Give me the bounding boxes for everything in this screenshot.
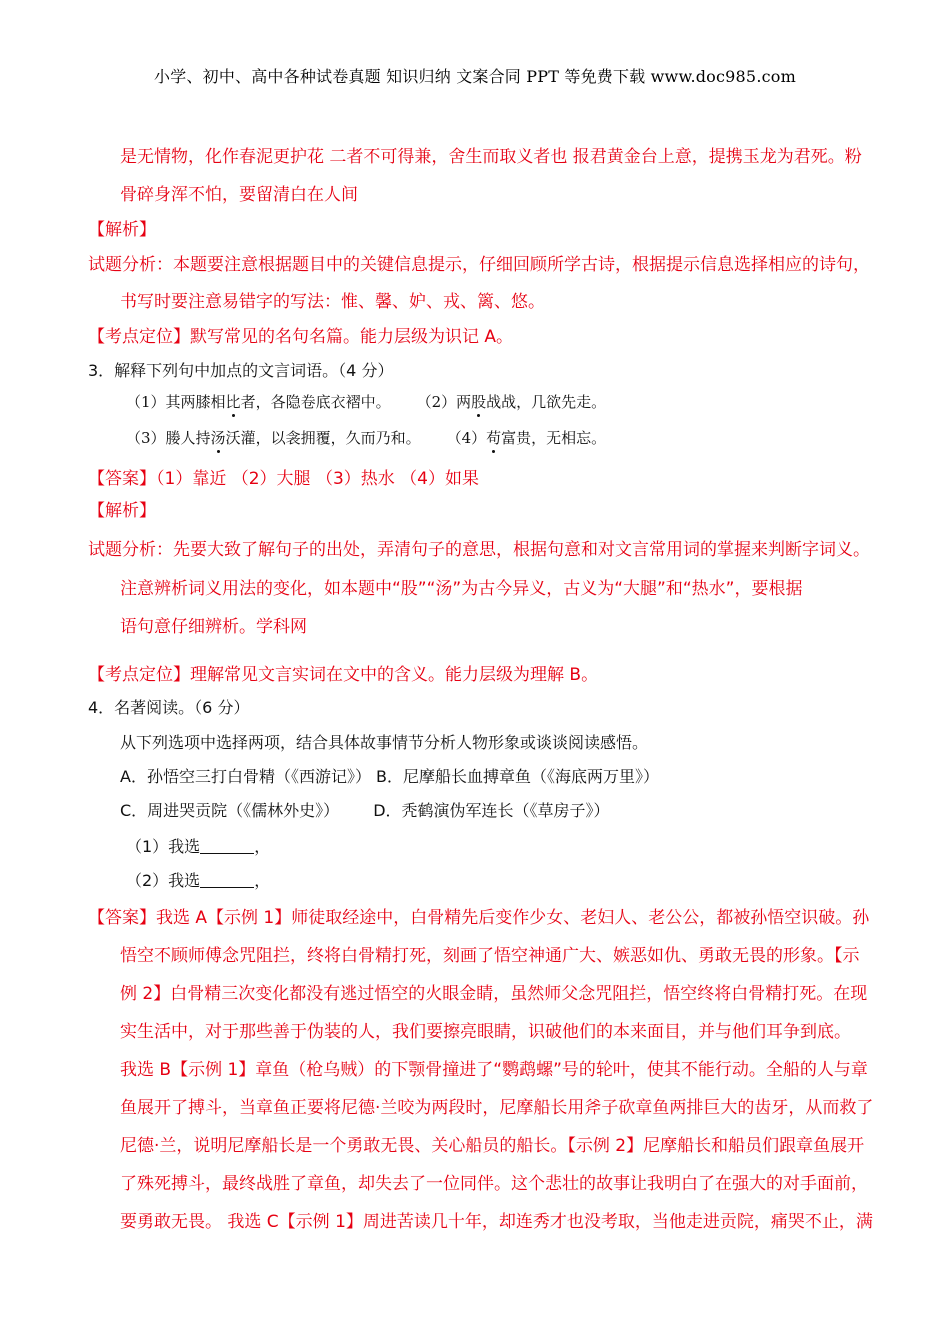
q4-answer-line-5: 我选 B【示例 1】章鱼（枪乌贼）的下颚骨撞进了“鹦鹉螺”号的轮叶，使其不能行动。全船的人与章 xyxy=(120,1060,868,1080)
q3-items-row-1 xyxy=(126,391,606,412)
q3-analysis-line-1: 试题分析：先要大致了解句子的出处，弄清句子的意思，根据句意和对文言常用词的掌握来判断字词义。 xyxy=(88,540,870,560)
q2-analysis-line-1: 试题分析：本题要注意根据题目中的关键信息提示，仔细回顾所学古诗，根据提示信息选择相应的诗句， xyxy=(88,255,870,275)
q3-items-row-2 xyxy=(126,427,606,448)
q4-answer-line-2: 悟空不顾师傅念咒阻拦，终将白骨精打死，刻画了悟空神通广大、嫉恶如仇、勇敢无畏的形象。【示 xyxy=(120,946,860,966)
q4-answer-line-6: 鱼展开了搏斗，当章鱼正要将尼德·兰咬为两段时，尼摩船长用斧子砍章鱼两排巨大的齿牙，从而救了 xyxy=(120,1098,874,1118)
q4-option-d: D．秃鹤演伪军连长（《草房子》） xyxy=(373,801,610,820)
q3-title: 3．解释下列句中加点的文言词语。（4 分） xyxy=(88,361,394,380)
q4-choose-2: （2）我选 ， xyxy=(126,871,271,890)
q4-choose-2-blank xyxy=(200,886,254,888)
q3-item-2: （2）两股战战，几欲先走。 xyxy=(416,393,607,411)
q4-answer-line-1: 【答案】我选 A【示例 1】师徒取经途中，白骨精先后变作少女、老妇人、老公公，都被孙悟空识破。孙 xyxy=(88,908,870,928)
q2-answer-line-2: 骨碎身浑不怕，要留清白在人间 xyxy=(120,185,358,205)
q4-answer-line-8: 了殊死搏斗，最终战胜了章鱼，却失去了一位同伴。这个悲壮的故事让我明白了在强大的对手面前， xyxy=(120,1174,868,1194)
q4-choose-1: （1）我选 ， xyxy=(126,837,271,856)
q3-item-2-dotted-word: 股 xyxy=(471,393,487,411)
q4-options-ab: A．孙悟空三打白骨精（《西游记》） B．尼摩船长血搏章鱼（《海底两万里》） xyxy=(120,767,660,786)
q3-item-3-dotted-word: 汤 xyxy=(210,429,226,447)
q3-answer: 【答案】（1）靠近 （2）大腿 （3）热水 （4）如果 xyxy=(88,469,479,489)
q4-option-c: C．周进哭贡院（《儒林外史》） xyxy=(120,801,340,820)
q4-title: 4．名著阅读。（6 分） xyxy=(88,698,250,717)
page-header: 小学、初中、高中各种试卷真题 知识归纳 文案合同 PPT 等免费下载 www.doc985.com xyxy=(154,67,796,86)
q4-options-cd xyxy=(120,798,610,821)
q3-item-3: （3）媵人持汤沃灌，以衾拥覆，久而乃和。 xyxy=(126,429,421,447)
q3-kaodian: 【考点定位】理解常见文言实词在文中的含义。能力层级为理解 B。 xyxy=(88,665,599,685)
q2-analysis-label: 【解析】 xyxy=(88,220,156,240)
q3-item-4-dotted-word: 苟 xyxy=(486,429,502,447)
q4-answer-line-7: 尼德·兰，说明尼摩船长是一个勇敢无畏、关心船员的船长。【示例 2】尼摩船长和船员们跟章鱼展开 xyxy=(120,1136,865,1156)
q4-choose-1-blank xyxy=(200,852,254,854)
q2-analysis-line-2: 书写时要注意易错字的写法：惟、馨、妒、戎、篱、悠。 xyxy=(120,292,545,312)
q3-item-1-dotted-word: 比 xyxy=(225,393,241,411)
q2-kaodian: 【考点定位】默写常见的名句名篇。能力层级为识记 A。 xyxy=(88,327,514,347)
q3-analysis-line-2: 注意辨析词义用法的变化，如本题中“股”“汤”为古今异义，古义为“大腿”和“热水”，要根据 xyxy=(120,579,803,599)
q3-analysis-line-3: 语句意仔细辨析。学科网 xyxy=(120,617,307,637)
q4-instruction: 从下列选项中选择两项，结合具体故事情节分析人物形象或谈谈阅读感悟。 xyxy=(120,733,649,752)
q4-answer-line-3: 例 2】白骨精三次变化都没有逃过悟空的火眼金睛，虽然师父念咒阻拦，悟空终将白骨精打死。在现 xyxy=(120,984,868,1004)
q3-analysis-label: 【解析】 xyxy=(88,501,156,521)
q2-answer-line-1: 是无情物，化作春泥更护花 二者不可得兼，舍生而取义者也 报君黄金台上意，提携玉龙为君死。粉 xyxy=(120,147,862,167)
q3-item-4: （4）苟富贵，无相忘。 xyxy=(446,429,607,447)
q4-answer-line-4: 实生活中，对于那些善于伪装的人，我们要擦亮眼睛，识破他们的本来面目，并与他们耳争到底。 xyxy=(120,1022,851,1042)
q3-item-1: （1）其两膝相比者，各隐卷底衣褶中。 xyxy=(126,393,391,411)
q4-answer-line-9: 要勇敢无畏。 我选 C【示例 1】周进苦读几十年，却连秀才也没考取，当他走进贡院，痛哭不止，满 xyxy=(120,1212,873,1232)
